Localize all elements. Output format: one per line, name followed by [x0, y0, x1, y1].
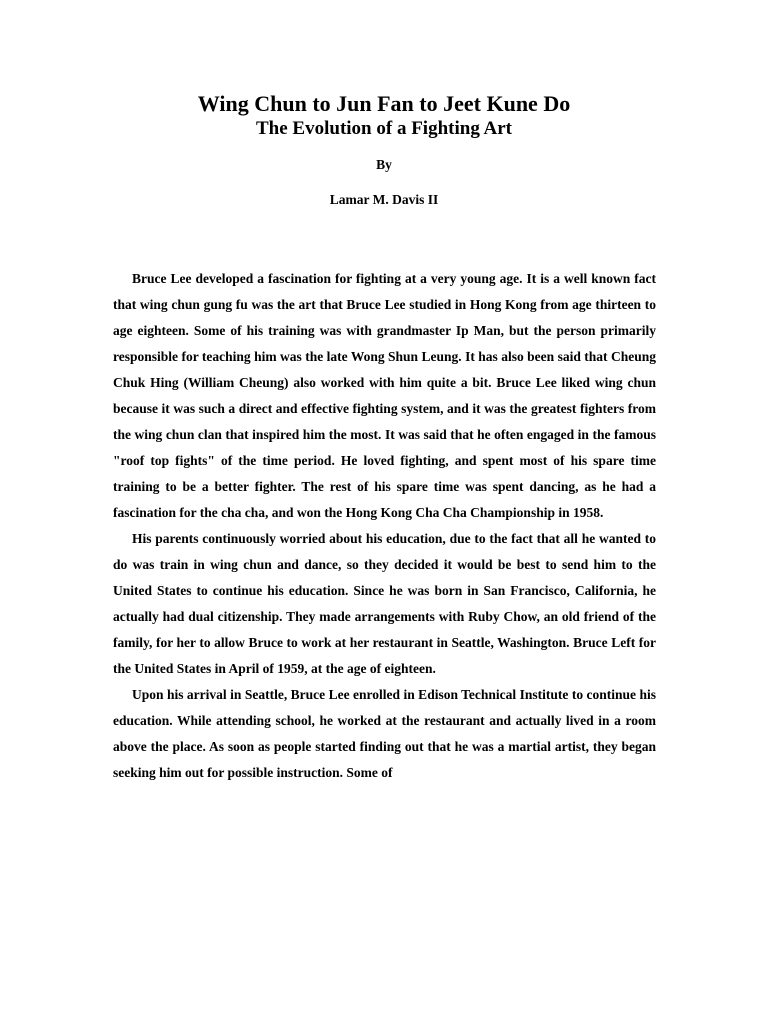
by-label: By — [376, 157, 392, 172]
paragraph: His parents continuously worried about his education, due to the fact that all he wanted to do was train in wing chun and dance, so they decided it would be best to send him to the United States to continue his education. Since he was born in San Francisco, California, he actually had dual citizenship. They made arrangements with Ruby Chow, an old friend of the family, for her to allow Bruce to work at her restaurant in Seattle, Washington. Bruce Left for the United States in April of 1959, at the age of eighteen. — [113, 531, 656, 676]
author-name: Lamar M. Davis II — [329, 192, 439, 207]
paragraph: Upon his arrival in Seattle, Bruce Lee enrolled in Edison Technical Institute to continue his education. While attending school, he worked at the restaurant and actually lived in a room above the place. As soon as people started finding out that he was a martial artist, they began seeking him out for possible instruction. Some of — [113, 687, 656, 780]
document-title: Wing Chun to Jun Fan to Jeet Kune Do — [197, 91, 571, 116]
body-text — [113, 266, 656, 786]
paragraph: Bruce Lee developed a fascination for fighting at a very young age. It is a well known fact that wing chun gung fu was the art that Bruce Lee studied in Hong Kong from age thirteen to age eighteen. Some of his training was with grandmaster Ip Man, but the person primarily responsible for teaching him was the late Wong Shun Leung. It has also been said that Cheung Chuk Hing (William Cheung) also worked with him quite a bit. Bruce Lee liked wing chun because it was such a direct and effective fighting system, and it was the greatest fighters from the wing chun clan that inspired him the most. It was said that he often engaged in the famous "roof top fights" of the time period. He loved fighting, and spent most of his spare time training to be a better fighter. The rest of his spare time was spent dancing, as he had a fascination for the cha cha, and won the Hong Kong Cha Cha Championship in 1958. — [113, 271, 656, 520]
document-subtitle: The Evolution of a Fighting Art — [256, 118, 512, 139]
